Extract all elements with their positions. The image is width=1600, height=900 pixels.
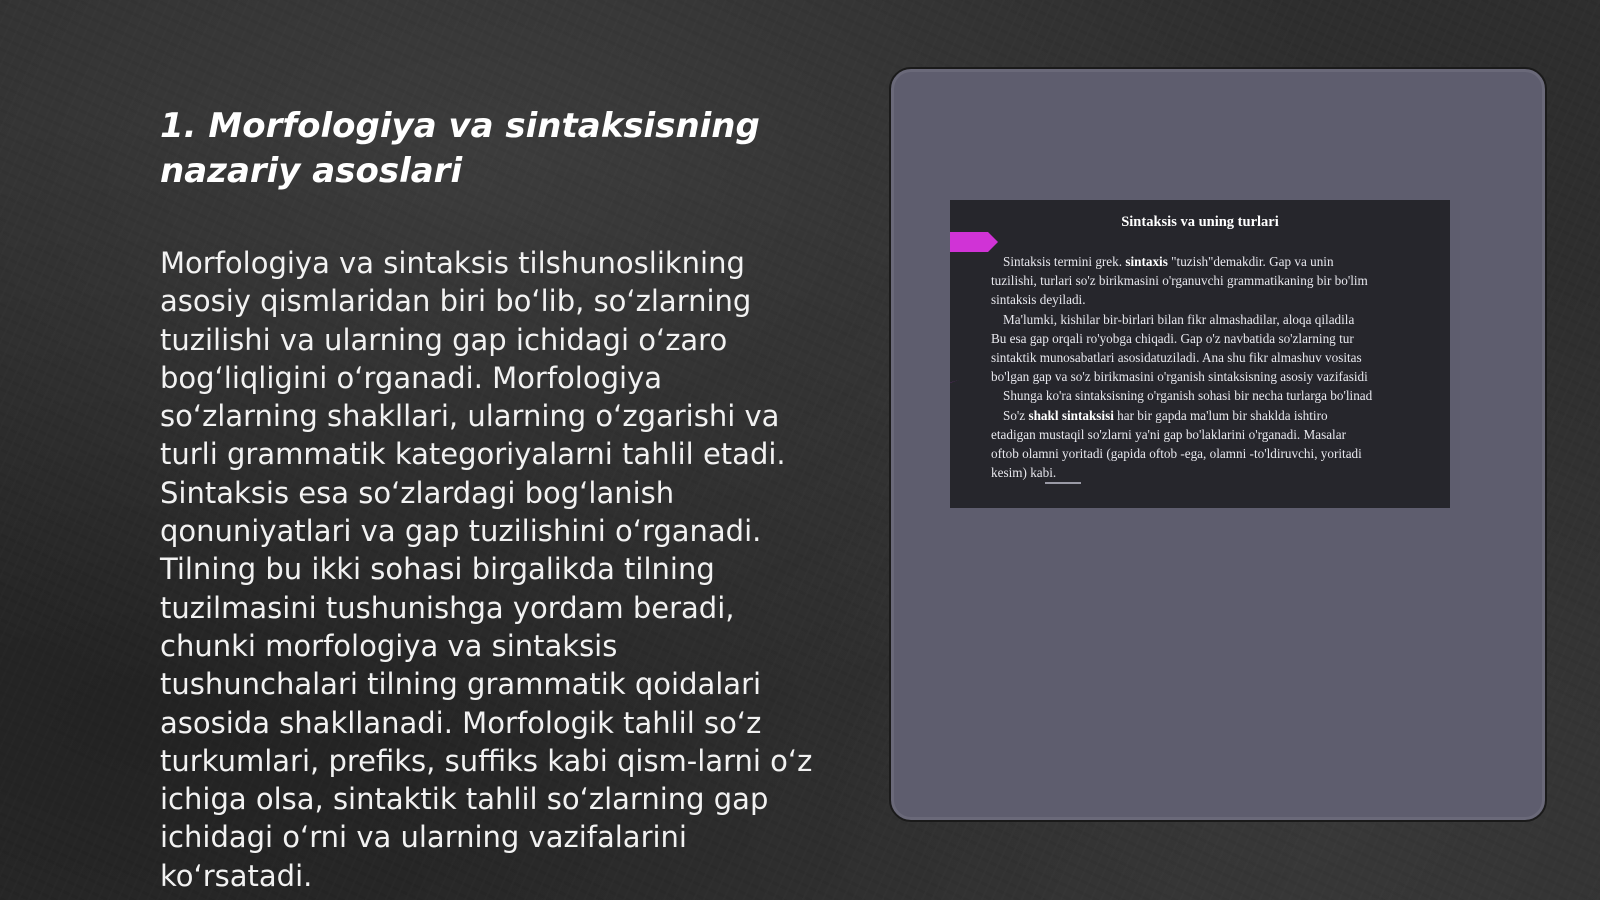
accent-tag-icon: [950, 232, 988, 252]
embedded-line: kesim) kabi.: [991, 465, 1057, 481]
embedded-line: So'z shakl sintaksisi har bir gapda ma'lum bir shaklda ishtiro: [1003, 407, 1328, 423]
body-line: turli grammatik kategoriyalarni tahlil etadi.: [160, 437, 786, 472]
body-line: soʻzlarning shakllari, ularning oʻzgarishi va: [160, 399, 780, 434]
body-line: asosida shakllanadi. Morfologik tahlil soʻz: [160, 705, 762, 740]
embedded-line: bo'lgan gap va so'z birikmasini o'rganish sintaksisning asosiy vazifasidi: [991, 369, 1368, 385]
body-line: ichiga olsa, sintaktik tahlil soʻzlarning gap: [160, 782, 769, 817]
body-line: ichidagi oʻrni va ularning vazifalarini: [160, 820, 687, 855]
embedded-line: sintaktik munosabatlari asosidatuziladi. Ana shu fikr almashuv vositas: [991, 350, 1362, 366]
embedded-line: oftob olamni yoritadi (gapida oftob -ega, olamni -to'ldiruvchi, yoritadi: [991, 446, 1362, 462]
accent-tag-tip: [988, 232, 998, 252]
embedded-line: etadigan mustaqil so'zlarni ya'ni gap bo'laklarini o'rganadi. Masalar: [991, 426, 1346, 442]
embedded-line: Bu esa gap orqali ro'yobga chiqadi. Gap o'z navbatida so'zlarning tur: [991, 330, 1354, 346]
body-line: koʻrsatadi.: [160, 858, 313, 893]
embedded-line: tuzilishi, turlari so'z birikmasini o'rganuvchi grammatikaning bir bo'lim: [991, 273, 1368, 289]
body-line: tuzilmasini tushunishga yordam beradi,: [160, 590, 735, 625]
embedded-title: Sintaksis va uning turlari: [1121, 214, 1279, 230]
body-line: Morfologiya va sintaksis tilshunoslikning: [160, 246, 745, 280]
body-line: chunki morfologiya va sintaksis: [160, 628, 618, 663]
body-line: tushunchalari tilning grammatik qoidalari: [160, 667, 762, 702]
embedded-underline: [1045, 482, 1081, 484]
slide-body-text: [160, 244, 840, 895]
body-line: Tilning bu ikki sohasi birgalikda tilning: [160, 552, 715, 587]
body-line: bogʻliqligini oʻrganadi. Morfologiya: [160, 360, 662, 395]
embedded-line: sintaksis deyiladi.: [991, 292, 1086, 308]
embedded-line: Shunga ko'ra sintaksisning o'rganish sohasi bir necha turlarga bo'linad: [1003, 388, 1373, 404]
embedded-line: Ma'lumki, kishilar bir-birlari bilan fikr almashadilar, aloqa qiladila: [1003, 311, 1355, 327]
body-line: asosiy qismlaridan biri boʻlib, soʻzlarning: [160, 284, 752, 319]
body-line: Sintaksis esa soʻzlardagi bogʻlanish: [160, 475, 675, 510]
body-line: tuzilishi va ularning gap ichidagi oʻzaro: [160, 322, 728, 357]
body-line: qonuniyatlari va gap tuzilishini oʻrganadi.: [160, 514, 762, 549]
embedded-slide-image: [950, 200, 1450, 508]
embedded-line: Sintaksis termini grek. sintaxis "tuzish"demakdir. Gap va unin: [1003, 254, 1334, 269]
embedded-text: [991, 252, 1450, 482]
slide-title: 1. Morfologiya va sintaksisning nazariy asoslari: [160, 106, 760, 191]
body-line: turkumlari, prefiks, suffiks kabi qism-larni oʻz: [160, 743, 813, 778]
